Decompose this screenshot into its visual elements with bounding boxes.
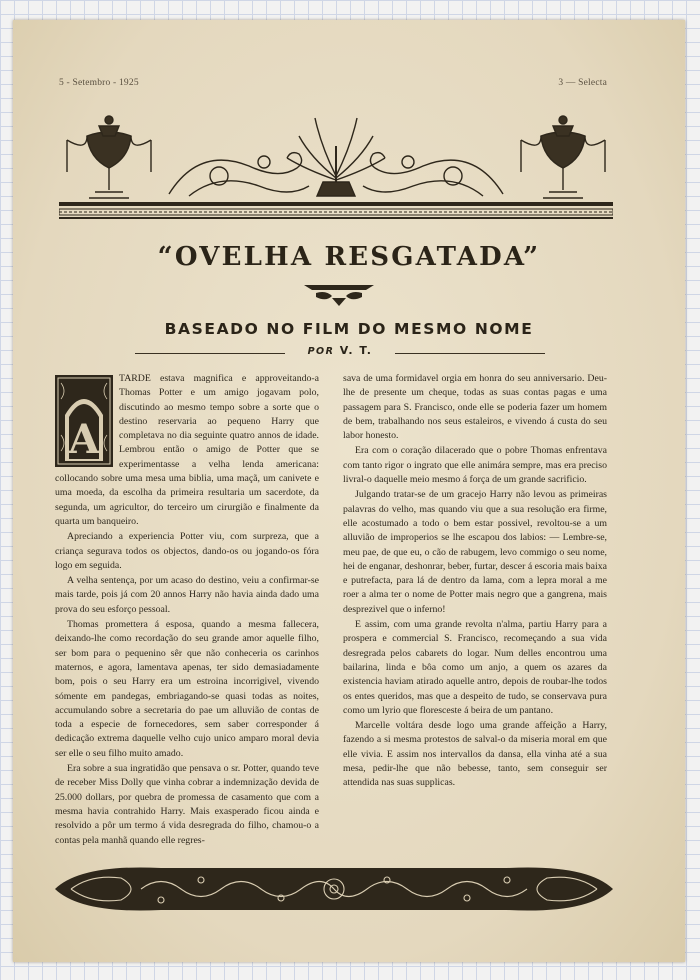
byline-author: V. T.	[339, 344, 373, 357]
header-page-info: 3 — Selecta	[558, 78, 607, 88]
paragraph: A velha sentença, por um acaso do destino, veiu a confirmar-se mais tarde, pois já com 20 annos Harry não havia ainda dado uma prova do seu esforço pessoal.	[55, 575, 319, 615]
scroll-ornament-icon	[302, 282, 376, 308]
paragraph: Apreciando a experiencia Potter viu, com surpreza, que a criança segurava todos os objectos, dando-os ou jogando-os fóra logo em seguida.	[55, 531, 319, 571]
paragraph: sava de uma formidavel orgia em honra do seu anniversario. Deu-lhe de presente um cheque, todas as suas contas pagas e uma passagem para S. Francisco, onde elle se poderia fazer um homem de bem, trabalhando nos seus estaleiros, e vivendo á custa do seu labor honesto.	[343, 373, 607, 442]
magazine-page	[13, 20, 685, 962]
byline-rule-right	[395, 353, 545, 354]
paragraph: Thomas promettera á esposa, quando a mesma fallecera, deixando-lhe como recordação do seu grande amor aquelle filho, ser bom para o pequenino sêr que não conheceria os carinhos maternos, e agora, lamentava apenas, ter sido demasiadamente bom, pois o seu Harry era um estroina incorrigivel, vivendo sómente em pandegas, embriagando-se quasi todas as noites, accumulando sobre a secretaria do pae um alluvião de contas de toda a especie de fornecedores, sem saber corresponder á dedicação extrema daquelle velho cujo unico amparo moral devia ser elle o seu filho muito amado.	[55, 619, 319, 759]
article-subtitle: BASEADO NO FILM DO MESMO NOME	[164, 320, 534, 338]
header-date: 5 - Setembro - 1925	[59, 78, 139, 88]
gothic-arch-dropcap-icon	[55, 375, 113, 467]
dropcap-letter: A	[68, 416, 100, 463]
byline	[135, 344, 545, 357]
paragraph: Era com o coração dilacerado que o pobre Thomas enfrentava com tanto rigor o ingrato que elle animára sempre, mas era preciso livral-o daquelle meio mesmo á força de um grande sacrificio.	[343, 445, 607, 486]
paragraph: TARDE estava magnifica e approveitando-a Thomas Potter e um amigo jogavam polo, discutindo ao mesmo tempo sobre a sorte que o destino reservaria ao pequeno Harry que completava no dia seguinte quatro annos de idade. Lembrou então o amigo de Potter que se experimentasse a velha lenda americana: collocando sobre uma mesa uma biblia, uma maçã, um canivete e uma moeda, da escolha da primeira resultaria um sacerdote, da segunda, um agricultor, do terceiro um cirurgião e finalmente da quarta um banqueiro.	[55, 373, 319, 527]
paragraph: Marcelle voltára desde logo uma grande affeição a Harry, fazendo a si mesma protestos de salval-o da miseria moral em que elle vivia. E assim nos intervallos da dansa, ella vinha até a sua mesa, pedir-lhe que não bebesse, tanto, sem conseguir ser attendida nas suas supplicas.	[343, 720, 607, 789]
paragraph: Julgando tratar-se de um gracejo Harry não levou as primeiras palavras do velho, mas quando viu que a sua resolução era firme, elle acostumado a todo o bem estar possivel, revoltou-se a um alluvião de improperios se lhe escapou dos labios: — Lembre-se, meu pae, de que eu, o cão de rabugem, levo commigo o seu nome, hei de enganar, deshonrar, beber, furtar, descer á escoria mais baixa e putrefacta, para lá de dentro da lama, com a lepra moral a me roer a alma ter o nome de Potter mais negro que a gangrena, mais desprezivel que o inferno!	[343, 489, 607, 615]
byline-row	[135, 344, 545, 360]
paragraph: Era sobre a sua ingratidão que pensava o sr. Potter, quando teve de receber Miss Dolly que vinha cobrar a indemnização devida de 25.000 dollars, por quebra de promessa de casamento que com a mesma havia contrahido Harry. Mais exasperado ficou ainda e resolvido a pôr um termo á vida desregrada do filho, chamou-o a contas pela manhã quando elle regres-	[55, 763, 319, 846]
paragraph: E assim, com uma grande revolta n'alma, partiu Harry para a prospera e commercial S. Francisco, recomeçando a sua vida desregrada pelos cabarets do logar. Num delles encontrou uma bailarina, linda e bôa como um anjo, a quem os azares da existencia haviam atirado aquelle antro, depois de roubar-lhe todos os entes queridos, mas que a despeito de tudo, se conservava pura como um lyrio que floresceste á beira de um pantano.	[343, 619, 607, 716]
floral-band-ornament-icon	[51, 856, 617, 922]
article-column-right	[343, 372, 607, 792]
article-title: “OVELHA RESGATADA”	[157, 242, 541, 272]
byline-prefix: POR	[307, 346, 335, 357]
article-column-left	[55, 372, 319, 849]
vase-garland-ornament-icon	[59, 106, 613, 222]
